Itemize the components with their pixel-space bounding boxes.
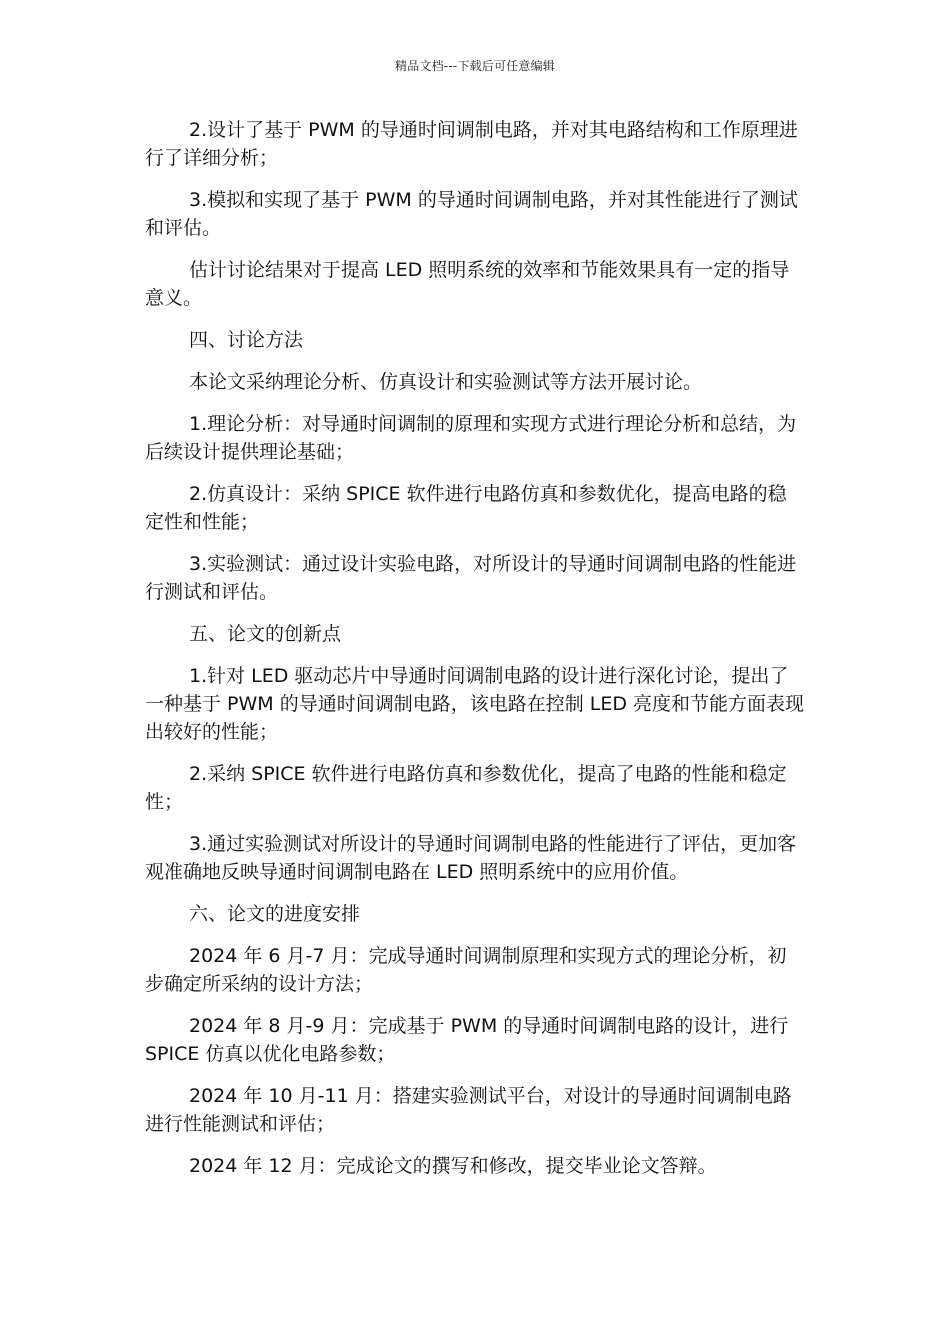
paragraph-innovation-3: 3.通过实验测试对所设计的导通时间调制电路的性能进行了评估，更加客观准确地反映导通时间调制电路在 LED 照明系统中的应用价值。 [145, 833, 797, 883]
paragraph-experiment-test: 3.实验测试：通过设计实验电路，对所设计的导通时间调制电路的性能进行测试和评估。 [145, 553, 797, 603]
document-body [145, 116, 805, 1194]
section-heading-methods: 四、讨论方法 [189, 329, 304, 351]
paragraph-simulation-design: 2.仿真设计：采纳 SPICE 软件进行电路仿真和参数优化，提高电路的稳定性和性能； [145, 483, 787, 533]
paragraph-design-circuit: 2.设计了基于 PWM 的导通时间调制电路，并对其电路结构和工作原理进行了详细分析； [145, 119, 798, 169]
paragraph-significance: 估计讨论结果对于提高 LED 照明系统的效率和节能效果具有一定的指导意义。 [145, 259, 790, 309]
section-heading-schedule: 六、论文的进度安排 [189, 903, 361, 925]
paragraph-innovation-1: 1.针对 LED 驱动芯片中导通时间调制电路的设计进行深化讨论，提出了一种基于 PWM 的导通时间调制电路，该电路在控制 LED 亮度和节能方面表现出较好的性能； [145, 665, 805, 743]
section-heading-innovations: 五、论文的创新点 [189, 623, 342, 645]
schedule-item-dec: 2024 年 12 月：完成论文的撰写和修改，提交毕业论文答辩。 [189, 1155, 717, 1177]
paragraph-methods-intro: 本论文采纳理论分析、仿真设计和实验测试等方法开展讨论。 [189, 371, 703, 393]
paragraph-simulate-implement: 3.模拟和实现了基于 PWM 的导通时间调制电路，并对其性能进行了测试和评估。 [145, 189, 798, 239]
schedule-item-oct-nov: 2024 年 10 月-11 月：搭建实验测试平台，对设计的导通时间调制电路进行性能测试和评估； [145, 1085, 792, 1135]
schedule-item-jun-jul: 2024 年 6 月-7 月：完成导通时间调制原理和实现方式的理论分析，初步确定所采纳的设计方法； [145, 945, 787, 995]
page-header: 精品文档---下载后可任意编辑 [395, 59, 555, 73]
paragraph-innovation-2: 2.采纳 SPICE 软件进行电路仿真和参数优化，提高了电路的性能和稳定性； [145, 763, 787, 813]
paragraph-theory-analysis: 1.理论分析：对导通时间调制的原理和实现方式进行理论分析和总结，为后续设计提供理论基础； [145, 413, 797, 463]
schedule-item-aug-sep: 2024 年 8 月-9 月：完成基于 PWM 的导通时间调制电路的设计，进行 SPICE 仿真以优化电路参数； [145, 1015, 789, 1065]
